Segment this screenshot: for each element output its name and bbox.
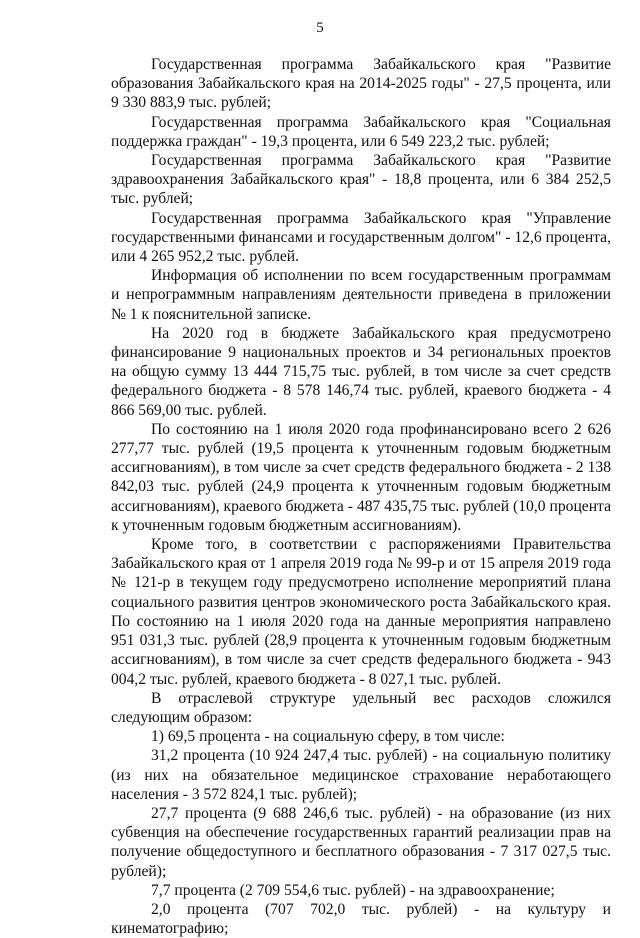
paragraph-education: 27,7 процента (9 688 246,6 тыс. рублей) - на образование (из них субвенция на обеспечение государственных гарантий реализации прав на получение общедоступного и бесплатного образования - 7 317 027,5 тыс. рублей);	[111, 804, 611, 880]
paragraph-national-projects: На 2020 год в бюджете Забайкальского края предусмотрено финансирование 9 национальных проектов и 34 региональных проектов на общую сумму 13 444 715,75 тыс. рублей, в том числе за счет средств федерального бюджета - 8 578 146,74 тыс. рублей, краевого бюджета - 4 866 569,00 тыс. рублей.	[111, 324, 611, 419]
paragraph-program-finance: Государственная программа Забайкальского края "Управление государственными финансами и государственным долгом" - 12,6 процента, или 4 265 952,2 тыс. рублей.	[111, 209, 611, 266]
paragraph-social-policy: 31,2 процента (10 924 247,4 тыс. рублей) - на социальную политику (из них на обязательное медицинское страхование неработающего населения - 3 572 824,1 тыс. рублей);	[111, 747, 611, 803]
paragraph-financing-status: По состоянию на 1 июля 2020 года профинансировано всего 2 626 277,77 тыс. рублей (19,5 процента к уточненным годовым бюджетным ассигнованиям), в том числе за счет средств федерального бюджета - 2 138 842,03 тыс. рублей (24,9 процента к уточненным годовым бюджетным ассигнованиям), краевого бюджета - 487 435,75 тыс. рублей (10,0 процента к уточненным годовым бюджетным ассигнованиям).	[111, 420, 611, 534]
paragraph-sector-structure: В отраслевой структуре удельный вес расходов сложился следующим образом:	[111, 689, 611, 726]
paragraph-program-healthcare: Государственная программа Забайкальского края "Развитие здравоохранения Забайкальского края" - 18,8 процента, или 6 384 252,5 тыс. рублей;	[111, 152, 611, 208]
paragraph-program-education: Государственная программа Забайкальского края "Развитие образования Забайкальского края на 2014-2025 годы" - 27,5 процента, или 9 330 883,9 тыс. рублей;	[111, 56, 611, 112]
paragraph-culture: 2,0 процента (707 702,0 тыс. рублей) - на культуру и кинематографию;	[111, 900, 611, 938]
document-body	[111, 55, 611, 938]
paragraph-program-social-support: Государственная программа Забайкальского края "Социальная поддержка граждан" - 19,3 процента, или 6 549 223,2 тыс. рублей;	[111, 113, 611, 150]
paragraph-social-sphere: 1) 69,5 процента - на социальную сферу, в том числе:	[151, 728, 505, 746]
page-number: 5	[316, 20, 324, 36]
paragraph-execution-info: Информация об исполнении по всем государственным программам и непрограммным направлениям деятельности приведена в приложении № 1 к пояснительной записке.	[111, 267, 611, 323]
paragraph-healthcare: 7,7 процента (2 709 554,6 тыс. рублей) - на здравоохранение;	[151, 881, 555, 899]
paragraph-growth-centers: Кроме того, в соответствии с распоряжениями Правительства Забайкальского края от 1 апреля 2019 года № 99-р и от 15 апреля 2019 года № 121-р в текущем году предусмотрено исполнение мероприятий плана социального развития центров экономического роста Забайкальского края. По состоянию на 1 июля 2020 года на данные мероприятия направлено 951 031,3 тыс. рублей (28,9 процента к уточненным годовым бюджетным ассигнованиям), в том числе за счет средств федерального бюджета - 943 004,2 тыс. рублей, краевого бюджета - 8 027,1 тыс. рублей.	[111, 536, 611, 688]
